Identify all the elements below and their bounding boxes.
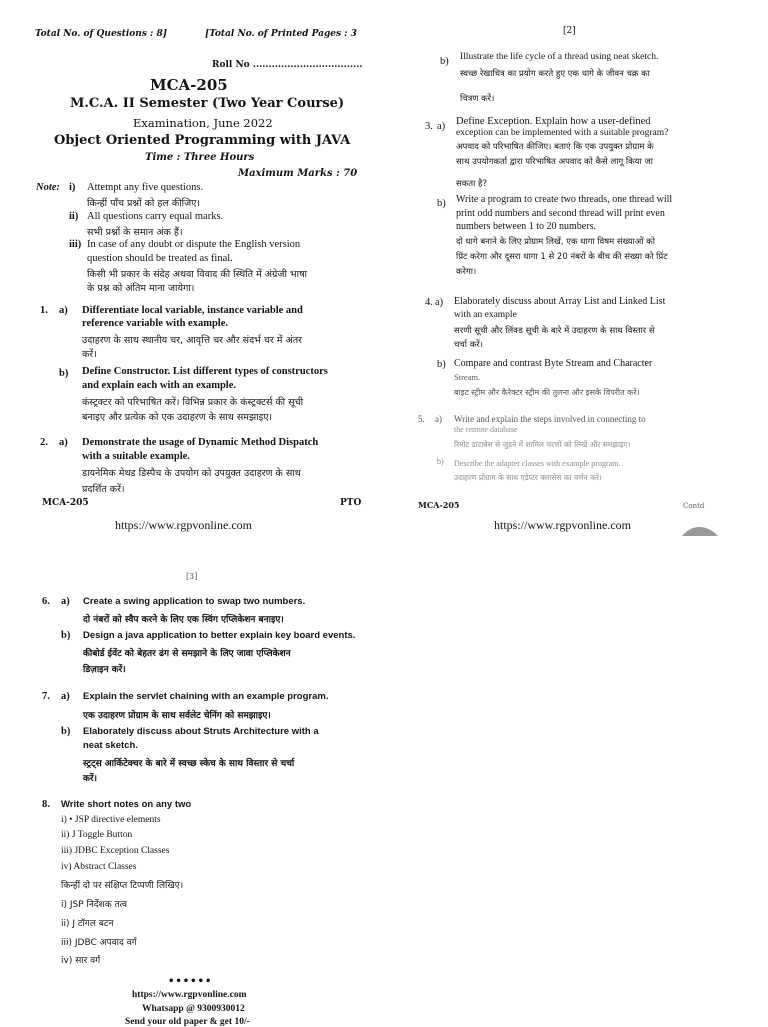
- q3b-hi-line2: प्रिंट करेगा और दूसरा धागा 1 से 20 नंबरों के बीच की संख्या को प्रिंट: [456, 252, 668, 262]
- q3b-en-line1: Write a program to create two threads, one thread will: [456, 194, 673, 205]
- q3-number: 3.: [425, 121, 433, 132]
- q1b-en-line1: Define Constructor. List different types of constructors: [82, 366, 328, 377]
- whatsapp: Whatsapp @ 9300930012: [142, 1004, 245, 1014]
- q6a-label: a): [61, 596, 70, 607]
- q1a-en-line1: Differentiate local variable, instance variable and: [82, 305, 303, 316]
- q1b-hi-line2: बनाइए और प्रत्येक को एक उदाहरण के साथ समझाइए।: [82, 412, 273, 423]
- send-paper: Send your old paper & get 10/-: [125, 1017, 250, 1027]
- q8-hi-title: किन्हीं दो पर संक्षिप्त टिप्पणी लिखिए।: [61, 881, 184, 891]
- footer-url-link[interactable]: https://www.rgpvonline.com: [132, 990, 247, 1000]
- max-marks: Maximum Marks : 70: [238, 168, 358, 179]
- q4b-en-line2: Stream.: [454, 372, 481, 382]
- q4b-label: b): [437, 359, 446, 370]
- note2-num: ii): [69, 211, 79, 222]
- q3a-hi-line3: सकता है?: [456, 179, 488, 189]
- q7b-en-line1: Elaborately discuss about Struts Architecture with a: [83, 726, 319, 737]
- q4a-en-line2: with an example: [454, 310, 517, 320]
- footer-pto: PTO: [340, 498, 362, 508]
- q2a-hi-line1: डायनेमिक मेथड डिस्पैच के उपयोग को उपयुक्त उदाहरण के साथ: [82, 468, 301, 479]
- q8-hi-item: iii) JDBC अपवाद वर्ग: [61, 938, 137, 948]
- footer-code: MCA-205: [418, 500, 460, 510]
- site-url-link[interactable]: https://www.rgpvonline.com: [494, 518, 631, 532]
- q1a-label: a): [59, 305, 68, 316]
- paper-code: MCA-205: [150, 76, 228, 94]
- q7b-label: b): [61, 726, 71, 737]
- q2-number: 2.: [40, 437, 48, 448]
- q8-item: i) • JSP directive elements: [61, 815, 161, 825]
- page-number: [3]: [186, 572, 198, 581]
- q6a-en: Create a swing application to swap two numbers.: [83, 596, 306, 607]
- q6b-hi-line2: डिज़ाइन करें।: [83, 665, 126, 675]
- note1-hi: किन्हीं पाँच प्रश्नों को हल कीजिए।: [87, 198, 201, 209]
- q8-hi-item: iv) सार वर्ग: [61, 956, 101, 966]
- q1b-hi-line1: कंस्ट्रक्टर को परिभाषित करें। विभिन्न प्रकार के कंस्ट्रक्टर्स की सूची: [82, 397, 304, 408]
- q7a-label: a): [61, 691, 70, 702]
- q2a-en-line2: with a suitable example.: [82, 451, 190, 462]
- q8-item: ii) J Toggle Button: [61, 830, 133, 840]
- q3a-en-line2: exception can be implemented with a suitable program?: [456, 128, 669, 138]
- note3-hi-line1: किसी भी प्रकार के संदेह अथवा विवाद की स्थिति में अंग्रेजी भाषा: [87, 269, 308, 280]
- q4a-en-line1: Elaborately discuss about Array List and Linked List: [454, 296, 666, 307]
- q5b-en-line1: Describe the adapter classes with example program.: [454, 459, 621, 468]
- footer-code: MCA-205: [42, 498, 89, 508]
- q2a-en-line1: Demonstrate the usage of Dynamic Method Dispatch: [82, 437, 319, 448]
- q8-hi-item: i) JSP निर्देशक तत्व: [61, 900, 128, 910]
- q7-number: 7.: [42, 691, 50, 702]
- footer-contd: Contd: [683, 502, 705, 510]
- q7b-hi-line2: करें।: [83, 774, 98, 784]
- q5a-en-line2: the remote database: [454, 425, 518, 434]
- q8-item: iii) JDBC Exception Classes: [61, 846, 170, 856]
- exam-title: Examination, June 2022: [133, 116, 273, 130]
- q1a-en-line2: reference variable with example.: [82, 318, 228, 329]
- q5-number: 5.: [418, 414, 425, 424]
- q1b-label: b): [59, 368, 69, 379]
- q7b-hi-line1: स्ट्रट्स आर्किटेक्चर के बारे में स्वच्छ स्केच के साथ विस्तार से चर्चा: [83, 759, 295, 769]
- q5a-en-line1: Write and explain the steps involved in connecting to: [454, 414, 646, 424]
- time: Time : Three Hours: [145, 152, 255, 163]
- q7a-en: Explain the servlet chaining with an example program.: [83, 691, 329, 702]
- roll-no: Roll No ...................................: [212, 60, 363, 70]
- q3a-hi-line1: अपवाद को परिभाषित कीजिए। बताएं कि एक उपयुक्त प्रोग्राम के: [456, 142, 654, 152]
- q3b-hi-line3: करेगा।: [456, 267, 477, 277]
- q3b-hi-line1: दो धागे बनाने के लिए प्रोग्राम लिखें, एक धागा विषम संख्याओं को: [456, 237, 655, 247]
- total-questions: Total No. of Questions : 8]: [35, 29, 168, 39]
- q3a-hi-line2: साथ उपयोगकर्ता द्वारा परिभाषित अपवाद को कैसे लागू किया जा: [456, 157, 653, 167]
- note2-en: All questions carry equal marks.: [87, 211, 224, 222]
- q8-hi-item: ii) J टॉगल बटन: [61, 919, 114, 929]
- q1a-hi-line1: उदाहरण के साथ स्थानीय चर, आवृत्ति चर और संदर्भ चर में अंतर: [82, 335, 303, 346]
- note1-en: Attempt any five questions.: [87, 182, 204, 193]
- q6b-hi-line1: कीबोर्ड ईवेंट को बेहतर ढंग से समझाने के लिए जावा एप्लिकेशन: [83, 649, 291, 659]
- site-url-link[interactable]: https://www.rgpvonline.com: [115, 518, 252, 532]
- q8-title: Write short notes on any two: [61, 799, 192, 810]
- note3-num: iii): [69, 239, 82, 250]
- end-marker: ••••••: [168, 976, 213, 987]
- q5a-hi-line1: रिमोट डाटाबेस से जुड़ने में शामिल चरणों को लिखें और समझाइए।: [454, 440, 631, 449]
- note-label: Note:: [36, 182, 60, 193]
- q8-item: iv) Abstract Classes: [61, 862, 137, 872]
- course-title: M.C.A. II Semester (Two Year Course): [70, 96, 345, 111]
- q6b-label: b): [61, 630, 71, 641]
- q6b-en: Design a java application to better explain key board events.: [83, 630, 356, 641]
- q2a-label: a): [59, 437, 68, 448]
- q1b-hi-line1: स्वच्छ रेखाचित्र का प्रयोग करते हुए एक धागे के जीवन चक्र का: [460, 69, 650, 79]
- q7a-hi: एक उदाहरण प्रोग्राम के साथ सर्वलेट चेनिंग को समझाइए।: [83, 711, 271, 721]
- subject-title: Object Oriented Programming with JAVA: [54, 133, 351, 148]
- q4b-en-line1: Compare and contrast Byte Stream and Character: [454, 358, 653, 369]
- note1-num: i): [69, 182, 76, 193]
- total-pages: [Total No. of Printed Pages : 3: [205, 29, 357, 39]
- q3a-label: a): [437, 121, 446, 132]
- q6a-hi: दो नंबरों को स्वैप करने के लिए एक स्विंग एप्लिकेशन बनाइए।: [83, 615, 284, 625]
- note2-hi: सभी प्रश्नों के समान अंक हैं।: [87, 227, 183, 238]
- q1-number: 1.: [40, 305, 48, 316]
- q4b-hi-line1: बाइट स्ट्रीम और कैरेक्टर स्ट्रीम की तुलना और इसके विपरीत करें।: [454, 388, 640, 397]
- note3-hi-line2: के प्रश्न को अंतिम माना जायेगा।: [87, 283, 195, 294]
- q1b-hi-line2: चित्रण करें।: [460, 94, 495, 104]
- q1b-en-line2: and explain each with an example.: [82, 380, 237, 391]
- note3-en-line1: In case of any doubt or dispute the English version: [87, 239, 301, 250]
- q1a-hi-line2: करें।: [82, 349, 97, 360]
- q4-number: 4.: [425, 297, 433, 308]
- q1b-en: Illustrate the life cycle of a thread using neat sketch.: [460, 52, 659, 62]
- q3b-en-line3: numbers between 1 to 20 numbers.: [456, 221, 596, 232]
- note3-en-line2: question should be treated as final.: [87, 253, 233, 264]
- q1b-label: b): [440, 56, 449, 67]
- q4a-label: a): [435, 297, 444, 308]
- q4a-hi-line1: सरणी सूची और लिंक्ड सूची के बारे में उदाहरण के साथ विस्तार से: [454, 326, 655, 336]
- q8-number: 8.: [42, 799, 50, 810]
- q3b-label: b): [437, 198, 446, 209]
- q5b-label: b): [437, 457, 444, 466]
- q5b-hi-line1: उदाहरण प्रोग्राम के साथ एडेप्टर क्लासेस का वर्णन करें।: [454, 473, 602, 482]
- page-number: [2]: [563, 26, 576, 36]
- page-curl-shadow: [680, 520, 720, 540]
- q7b-en-line2: neat sketch.: [83, 740, 138, 751]
- q5a-label: a): [435, 414, 442, 424]
- q3b-en-line2: print odd numbers and second thread will print even: [456, 208, 665, 219]
- q3a-en-line1: Define Exception. Explain how a user-defined: [456, 116, 651, 127]
- q2a-hi-line2: प्रदर्शित करें।: [82, 484, 125, 495]
- q6-number: 6.: [42, 596, 50, 607]
- q4a-hi-line2: चर्चा करें।: [454, 340, 483, 350]
